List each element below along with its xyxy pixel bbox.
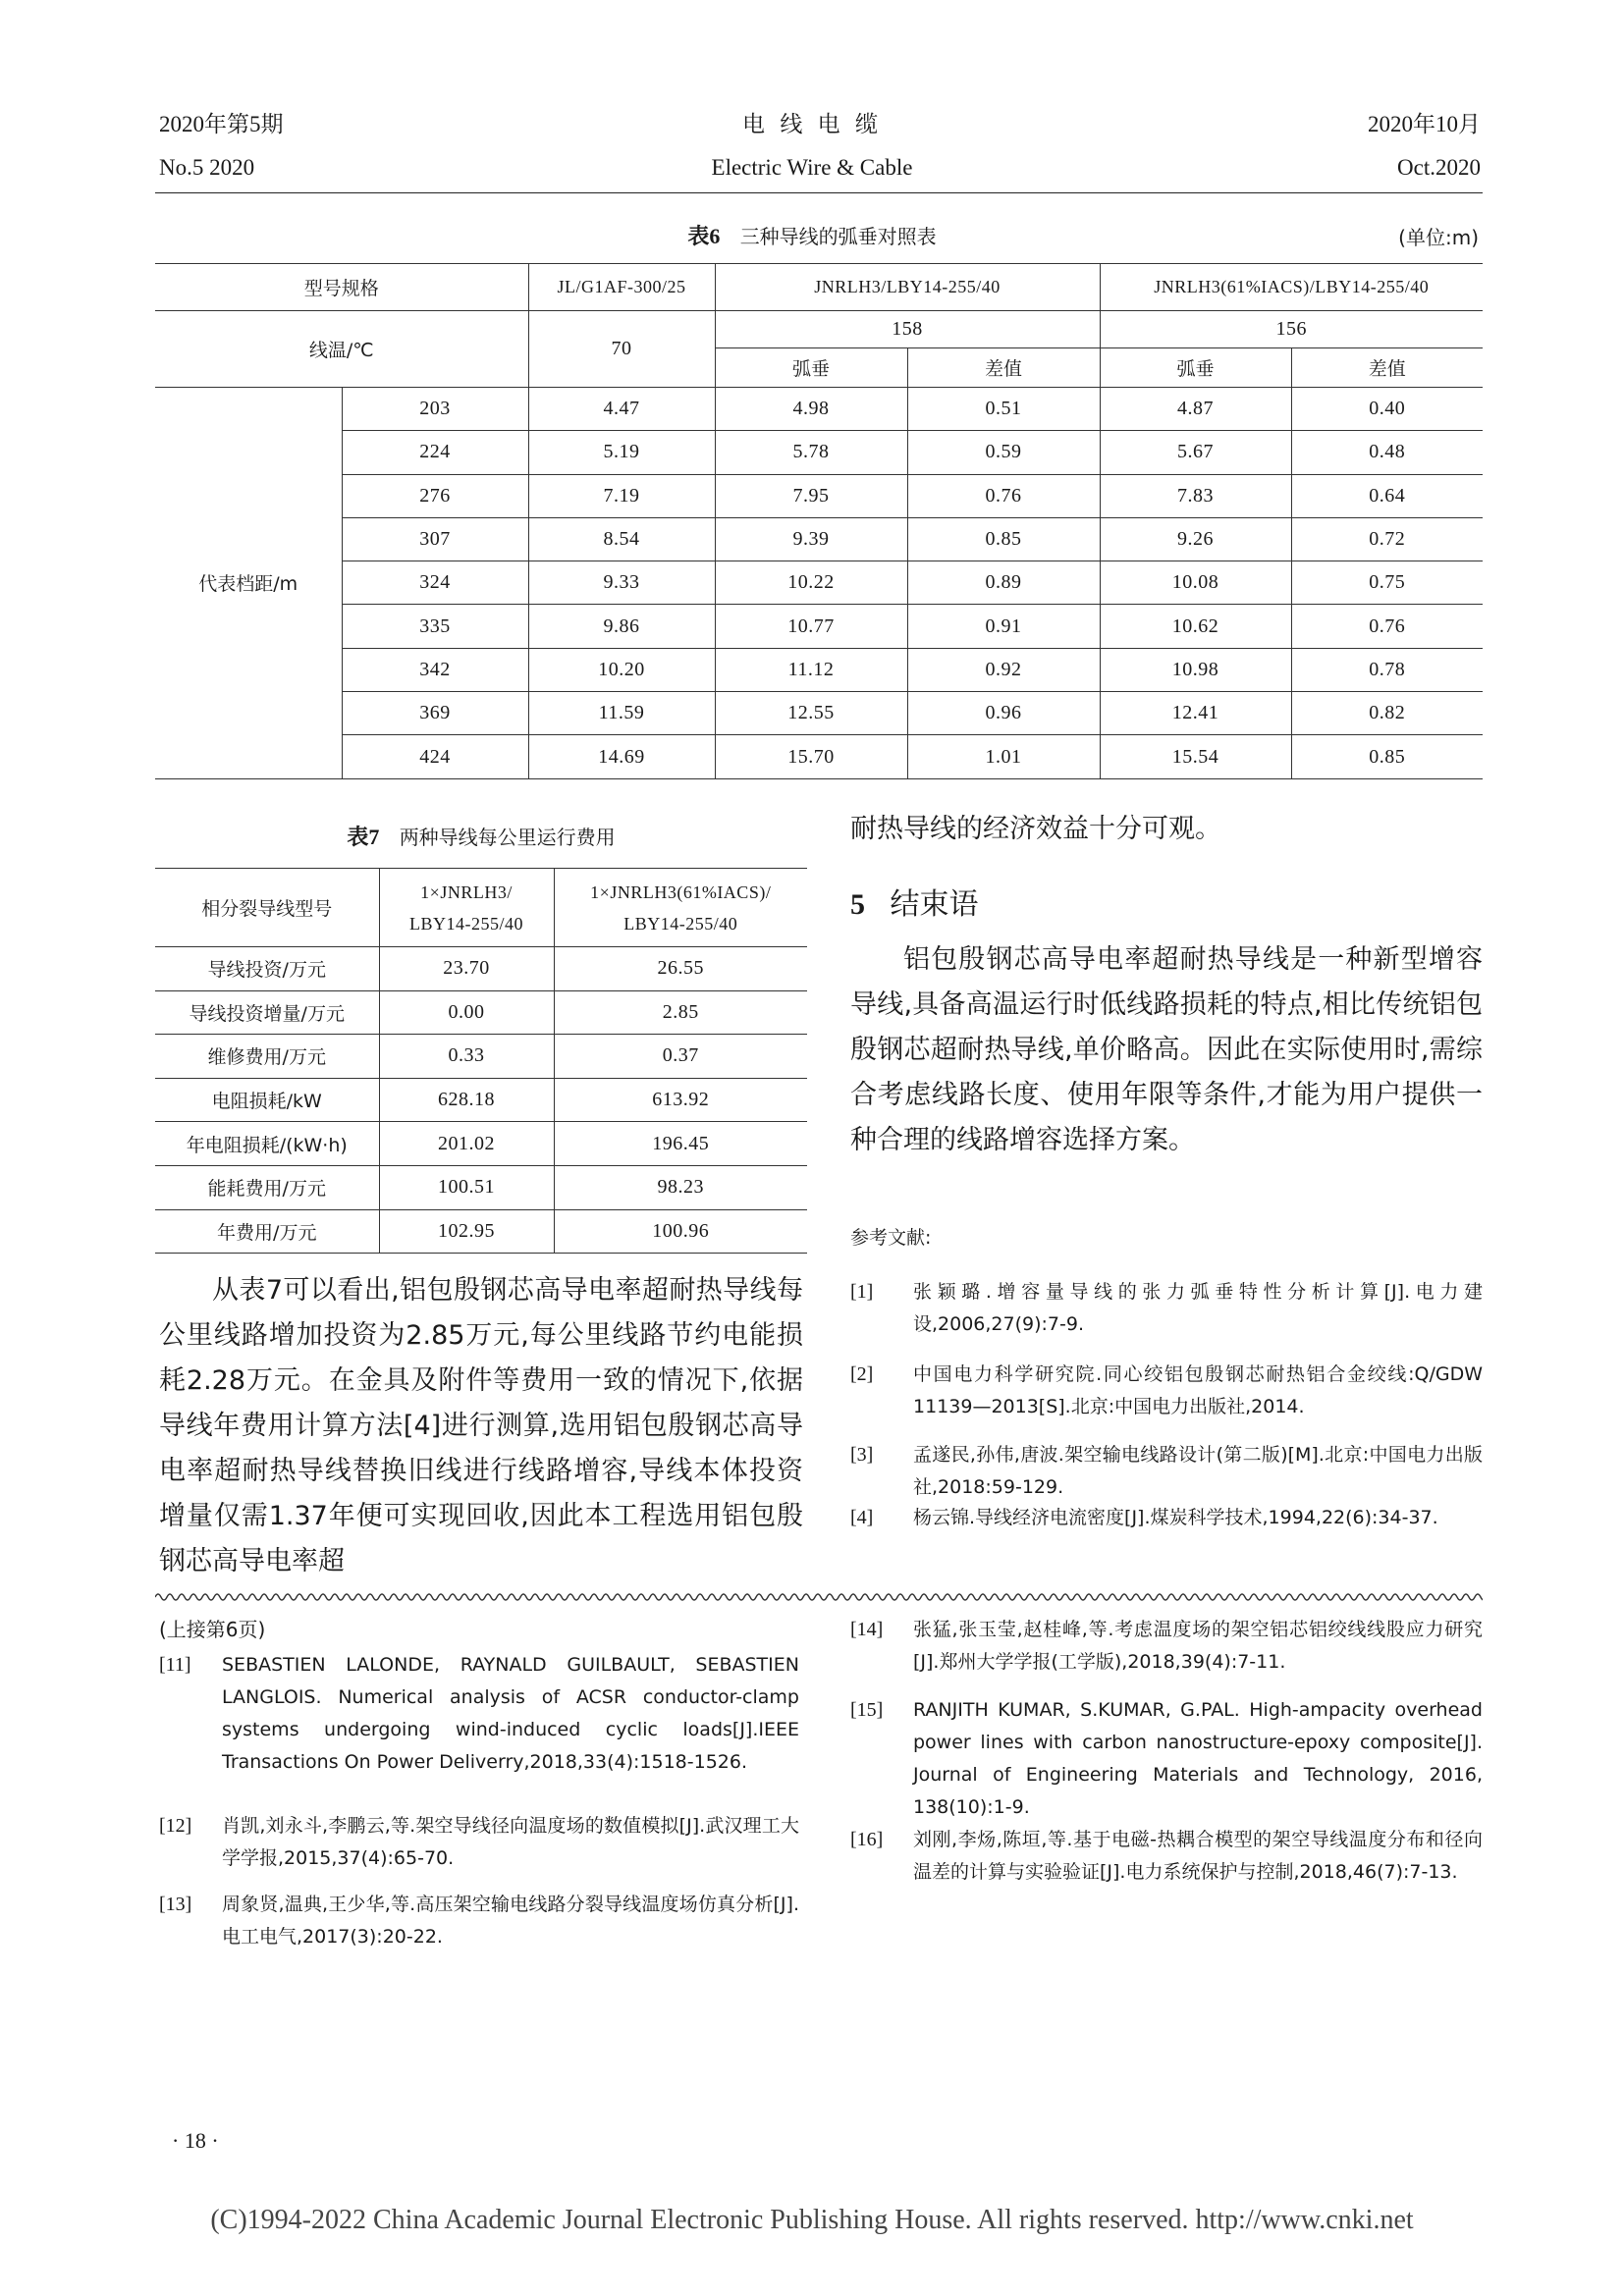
table7-caption — [155, 821, 807, 851]
t6-conductor-3: JNRLH3(61%IACS)/LBY14-255/40 — [1100, 264, 1483, 311]
t6-conductor-1: JL/G1AF-300/25 — [528, 264, 715, 311]
value-cell: 9.39 — [715, 517, 907, 561]
journal-title-en: Electric Wire & Cable — [711, 155, 913, 180]
value-cell: 0.51 — [907, 388, 1100, 431]
value-cell: 0.85 — [907, 517, 1100, 561]
value-cell: 0.96 — [907, 692, 1100, 735]
reference-text: 周象贤,温典,王少华,等.高压架空输电线路分裂导线温度场仿真分析[J].电工电气,2017(3):20-22. — [222, 1894, 799, 1948]
value-cell: 4.98 — [715, 388, 907, 431]
table-row — [155, 947, 807, 991]
value-cell: 100.51 — [379, 1165, 554, 1209]
header-rule — [155, 192, 1483, 193]
reference-text: 杨云锦.导线经济电流密度[J].煤炭科学技术,1994,22(6):34-37. — [913, 1507, 1438, 1528]
journal-date-en: Oct.2020 — [1397, 155, 1481, 180]
value-cell: 15.70 — [715, 735, 907, 778]
value-cell: 0.76 — [1291, 605, 1483, 648]
value-cell: 102.95 — [379, 1209, 554, 1254]
span-cell: 324 — [342, 561, 528, 605]
value-cell: 0.40 — [1291, 388, 1483, 431]
value-cell: 0.59 — [907, 431, 1100, 474]
span-cell: 307 — [342, 517, 528, 561]
journal-issue-cn: 2020年第5期 — [159, 112, 284, 136]
table7 — [155, 868, 807, 1254]
table-row — [155, 1078, 807, 1122]
value-cell: 5.67 — [1100, 431, 1291, 474]
row-label: 导线投资增量/万元 — [155, 990, 379, 1035]
table6-title: 三种导线的弧垂对照表 — [739, 225, 937, 248]
value-cell: 14.69 — [528, 735, 715, 778]
table6-number: 表6 — [687, 224, 721, 248]
value-cell: 98.23 — [554, 1165, 807, 1209]
value-cell: 10.08 — [1100, 561, 1291, 605]
t6-temp-1: 70 — [528, 311, 715, 388]
t7-header-col1 — [379, 869, 554, 947]
section5-heading — [850, 880, 979, 923]
value-cell: 0.64 — [1291, 474, 1483, 517]
table-row — [155, 517, 1483, 561]
t7-col2-line1: 1×JNRLH3(61%IACS)/ — [590, 881, 772, 902]
page-number: · 18 · — [172, 2128, 219, 2153]
value-cell: 7.19 — [528, 474, 715, 517]
continued-label: (上接第6页) — [159, 1618, 266, 1641]
value-cell: 0.72 — [1291, 517, 1483, 561]
row-label: 维修费用/万元 — [155, 1035, 379, 1079]
reference-number: [12] — [159, 1815, 192, 1837]
value-cell: 0.75 — [1291, 561, 1483, 605]
table6-caption — [0, 220, 1624, 250]
left-paragraph: 从表7可以看出,铝包殷钢芯高导电率超耐热导线每公里线路增加投资为2.85万元,每公里线路节约电能损耗2.28万元。在金具及附件等费用一致的情况下,依据导线年费用计算方法[4]进行测算,选用铝包殷钢芯高导电率超耐热导线替换旧线进行线路增容,导线本体投资增量仅需1.37年便可实现回收,因此本工程选用铝包殷钢芯高导电率超 — [159, 1275, 803, 1576]
value-cell: 1.01 — [907, 735, 1100, 778]
table-row — [155, 735, 1483, 778]
span-cell: 203 — [342, 388, 528, 431]
value-cell: 0.91 — [907, 605, 1100, 648]
value-cell: 201.02 — [379, 1122, 554, 1166]
section5-title: 结束语 — [890, 887, 979, 922]
t6-conductor-2: JNRLH3/LBY14-255/40 — [715, 264, 1100, 311]
journal-title-cn: 电 线 电 缆 — [742, 112, 882, 137]
reference-number: [16] — [850, 1829, 884, 1850]
value-cell: 0.89 — [907, 561, 1100, 605]
table6 — [155, 263, 1483, 779]
table-row — [155, 648, 1483, 691]
table-row — [155, 605, 1483, 648]
value-cell: 0.92 — [907, 648, 1100, 691]
value-cell: 9.26 — [1100, 517, 1291, 561]
span-cell: 335 — [342, 605, 528, 648]
table7-number: 表7 — [347, 825, 380, 849]
reference-text: RANJITH KUMAR, S.KUMAR, G.PAL. High-ampacity overhead power lines with carbon nanostructure-epoxy composite[J]. Journal of Engineering Materials and Technology, 2016, 138(10):1-9. — [913, 1699, 1483, 1818]
value-cell: 0.37 — [554, 1035, 807, 1079]
value-cell: 5.78 — [715, 431, 907, 474]
section5-number: 5 — [850, 888, 865, 921]
table-row — [155, 692, 1483, 735]
reference-text: 张猛,张玉莹,赵桂峰,等.考虑温度场的架空铝芯铝绞线线股应力研究[J].郑州大学学报(工学版),2018,39(4):7-11. — [913, 1619, 1483, 1673]
table-row — [155, 990, 807, 1035]
value-cell: 196.45 — [554, 1122, 807, 1166]
value-cell: 9.33 — [528, 561, 715, 605]
value-cell: 613.92 — [554, 1078, 807, 1122]
reference-text: 中国电力科学研究院.同心绞铝包殷钢芯耐热铝合金绞线:Q/GDW 11139—2013[S].北京:中国电力出版社,2014. — [913, 1363, 1483, 1417]
t6-temp-3: 156 — [1100, 311, 1483, 348]
table-row — [155, 1165, 807, 1209]
value-cell: 10.62 — [1100, 605, 1291, 648]
table-row — [155, 1209, 807, 1254]
value-cell: 10.22 — [715, 561, 907, 605]
value-cell: 5.19 — [528, 431, 715, 474]
value-cell: 11.59 — [528, 692, 715, 735]
value-cell: 10.20 — [528, 648, 715, 691]
journal-date-cn: 2020年10月 — [1368, 112, 1481, 136]
t6-sub-diff-2: 差值 — [907, 348, 1100, 388]
row-label: 导线投资/万元 — [155, 947, 379, 991]
span-cell: 342 — [342, 648, 528, 691]
span-cell: 424 — [342, 735, 528, 778]
value-cell: 628.18 — [379, 1078, 554, 1122]
value-cell: 10.77 — [715, 605, 907, 648]
value-cell: 0.85 — [1291, 735, 1483, 778]
journal-issue-en: No.5 2020 — [159, 155, 255, 180]
value-cell: 4.87 — [1100, 388, 1291, 431]
value-cell: 11.12 — [715, 648, 907, 691]
row-label: 年电阻损耗/(kW·h) — [155, 1122, 379, 1166]
value-cell: 23.70 — [379, 947, 554, 991]
row-label: 能耗费用/万元 — [155, 1165, 379, 1209]
t6-sub-diff-3: 差值 — [1291, 348, 1483, 388]
t7-header-col2 — [554, 869, 807, 947]
value-cell: 0.82 — [1291, 692, 1483, 735]
wavy-separator — [155, 1590, 1483, 1604]
reference-number: [4] — [850, 1507, 874, 1528]
value-cell: 7.95 — [715, 474, 907, 517]
t6-header-span: 代表档距/m — [155, 388, 342, 779]
value-cell: 15.54 — [1100, 735, 1291, 778]
value-cell: 9.86 — [528, 605, 715, 648]
t6-sub-sag-3: 弧垂 — [1100, 348, 1291, 388]
reference-text: 刘刚,李炀,陈垣,等.基于电磁-热耦合模型的架空导线温度分布和径向温差的计算与实验验证[J].电力系统保护与控制,2018,46(7):7-13. — [913, 1829, 1483, 1883]
value-cell: 12.55 — [715, 692, 907, 735]
t7-col2-line2: LBY14-255/40 — [623, 913, 738, 934]
table7-title: 两种导线每公里运行费用 — [399, 826, 616, 849]
table6-unit: (单位:m) — [1398, 226, 1479, 249]
section5-paragraph: 铝包殷钢芯高导电率超耐热导线是一种新型增容导线,具备高温运行时低线路损耗的特点,相比传统铝包殷钢芯超耐热导线,单价略高。因此在实际使用时,需综合考虑线路长度、使用年限等条件,才能为用户提供一种合理的线路增容选择方案。 — [850, 944, 1483, 1155]
table-row — [155, 431, 1483, 474]
reference-number: [2] — [850, 1363, 874, 1385]
t6-header-model: 型号规格 — [155, 264, 528, 311]
value-cell: 10.98 — [1100, 648, 1291, 691]
t7-col1-line2: LBY14-255/40 — [409, 913, 523, 934]
reference-number: [13] — [159, 1894, 192, 1915]
value-cell: 0.78 — [1291, 648, 1483, 691]
table-row — [155, 474, 1483, 517]
value-cell: 0.33 — [379, 1035, 554, 1079]
reference-number: [1] — [850, 1281, 874, 1303]
copyright-line: (C)1994-2022 China Academic Journal Electronic Publishing House. All rights reserved. http://www.cnki.net — [210, 2205, 1414, 2235]
value-cell: 4.47 — [528, 388, 715, 431]
right-top-paragraph: 耐热导线的经济效益十分可观。 — [850, 814, 1221, 844]
t6-temp-2: 158 — [715, 311, 1100, 348]
value-cell: 2.85 — [554, 990, 807, 1035]
span-cell: 369 — [342, 692, 528, 735]
span-cell: 276 — [342, 474, 528, 517]
t6-header-temp: 线温/℃ — [155, 311, 528, 388]
value-cell: 7.83 — [1100, 474, 1291, 517]
references-title: 参考文献: — [850, 1227, 932, 1249]
reference-text: 孟遂民,孙伟,唐波.架空输电线路设计(第二版)[M].北京:中国电力出版社,2018:59-129. — [913, 1444, 1483, 1498]
value-cell: 12.41 — [1100, 692, 1291, 735]
table-row — [155, 388, 1483, 431]
value-cell: 0.00 — [379, 990, 554, 1035]
reference-number: [15] — [850, 1699, 884, 1721]
t6-sub-sag-2: 弧垂 — [715, 348, 907, 388]
reference-text: SEBASTIEN LALONDE, RAYNALD GUILBAULT, SEBASTIEN LANGLOIS. Numerical analysis of ACSR conductor-clamp systems undergoing wind-induced cyclic loads[J].IEEE Transactions On Power Deliverry,2018,33(4):1518-1526. — [222, 1654, 799, 1773]
table-row — [155, 1035, 807, 1079]
reference-number: [14] — [850, 1619, 884, 1640]
row-label: 年费用/万元 — [155, 1209, 379, 1254]
value-cell: 0.76 — [907, 474, 1100, 517]
reference-number: [11] — [159, 1654, 191, 1676]
value-cell: 100.96 — [554, 1209, 807, 1254]
t7-header-label: 相分裂导线型号 — [155, 869, 379, 947]
value-cell: 8.54 — [528, 517, 715, 561]
row-label: 电阻损耗/kW — [155, 1078, 379, 1122]
table-row — [155, 561, 1483, 605]
reference-text: 肖凯,刘永斗,李鹏云,等.架空导线径向温度场的数值模拟[J].武汉理工大学学报,2015,37(4):65-70. — [222, 1815, 799, 1869]
t7-col1-line1: 1×JNRLH3/ — [420, 881, 513, 902]
value-cell: 0.48 — [1291, 431, 1483, 474]
value-cell: 26.55 — [554, 947, 807, 991]
reference-text: 张颖璐.增容量导线的张力弧垂特性分析计算[J].电力建设,2006,27(9):7-9. — [913, 1281, 1483, 1335]
reference-number: [3] — [850, 1444, 874, 1466]
span-cell: 224 — [342, 431, 528, 474]
table-row — [155, 1122, 807, 1166]
